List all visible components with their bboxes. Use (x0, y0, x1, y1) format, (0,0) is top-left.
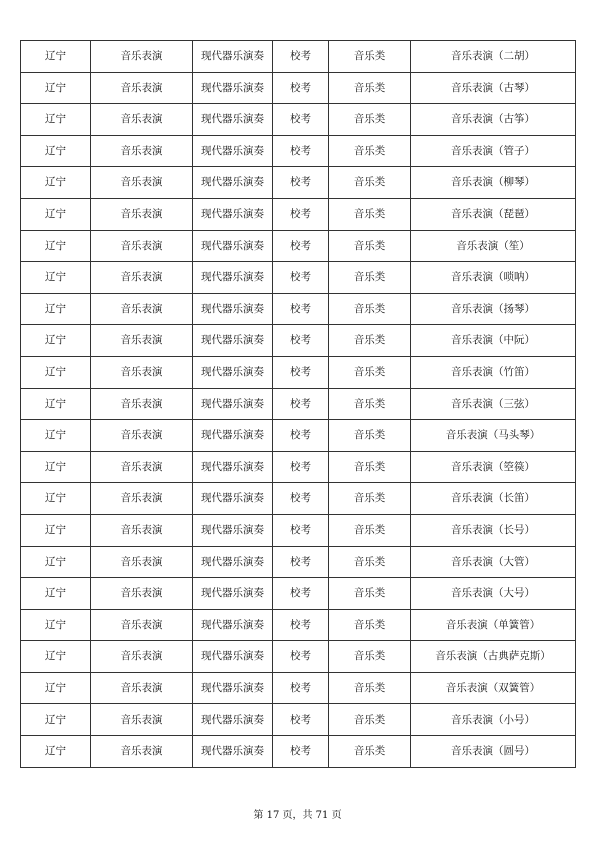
table-body (21, 41, 576, 768)
specialty-cell: 音乐表演（竹笛） (411, 356, 576, 388)
direction-cell: 现代器乐演奏 (193, 72, 273, 104)
major-cell: 音乐表演 (91, 641, 193, 673)
direction-cell: 现代器乐演奏 (193, 167, 273, 199)
major-cell: 音乐表演 (91, 262, 193, 294)
specialty-cell: 音乐表演（马头琴） (411, 420, 576, 452)
major-cell: 音乐表演 (91, 72, 193, 104)
direction-cell: 现代器乐演奏 (193, 483, 273, 515)
major-cell: 音乐表演 (91, 672, 193, 704)
table-row (21, 167, 576, 199)
specialty-cell: 音乐表演（古筝） (411, 104, 576, 136)
category-cell: 音乐类 (329, 198, 411, 230)
major-cell: 音乐表演 (91, 609, 193, 641)
page-number: 第 17 页，共 71 页 (253, 810, 342, 821)
province-cell: 辽宁 (21, 578, 91, 610)
category-cell: 音乐类 (329, 167, 411, 199)
province-cell: 辽宁 (21, 483, 91, 515)
category-cell: 音乐类 (329, 451, 411, 483)
specialty-cell: 音乐表演（中阮） (411, 325, 576, 357)
table-row (21, 578, 576, 610)
category-cell: 音乐类 (329, 578, 411, 610)
exam-type-cell: 校考 (273, 578, 329, 610)
major-cell: 音乐表演 (91, 736, 193, 768)
exam-type-cell: 校考 (273, 546, 329, 578)
major-cell: 音乐表演 (91, 230, 193, 262)
specialty-cell: 音乐表演（古琴） (411, 72, 576, 104)
direction-cell: 现代器乐演奏 (193, 325, 273, 357)
major-cell: 音乐表演 (91, 420, 193, 452)
province-cell: 辽宁 (21, 325, 91, 357)
specialty-cell: 音乐表演（小号） (411, 704, 576, 736)
specialty-cell: 音乐表演（长笛） (411, 483, 576, 515)
exam-type-cell: 校考 (273, 325, 329, 357)
province-cell: 辽宁 (21, 736, 91, 768)
specialty-cell: 音乐表演（唢呐） (411, 262, 576, 294)
exam-type-cell: 校考 (273, 356, 329, 388)
exam-type-cell: 校考 (273, 704, 329, 736)
province-cell: 辽宁 (21, 672, 91, 704)
category-cell: 音乐类 (329, 325, 411, 357)
exam-type-cell: 校考 (273, 672, 329, 704)
direction-cell: 现代器乐演奏 (193, 609, 273, 641)
table-row (21, 135, 576, 167)
category-cell: 音乐类 (329, 641, 411, 673)
category-cell: 音乐类 (329, 672, 411, 704)
category-cell: 音乐类 (329, 262, 411, 294)
direction-cell: 现代器乐演奏 (193, 641, 273, 673)
major-cell: 音乐表演 (91, 578, 193, 610)
direction-cell: 现代器乐演奏 (193, 198, 273, 230)
major-cell: 音乐表演 (91, 293, 193, 325)
table-row (21, 293, 576, 325)
specialty-cell: 音乐表演（单簧管） (411, 609, 576, 641)
major-cell: 音乐表演 (91, 451, 193, 483)
specialty-cell: 音乐表演（管子） (411, 135, 576, 167)
category-cell: 音乐类 (329, 72, 411, 104)
major-cell: 音乐表演 (91, 41, 193, 73)
major-cell: 音乐表演 (91, 356, 193, 388)
table-row (21, 609, 576, 641)
category-cell: 音乐类 (329, 546, 411, 578)
table-row (21, 104, 576, 136)
major-cell: 音乐表演 (91, 104, 193, 136)
exam-type-cell: 校考 (273, 609, 329, 641)
major-cell: 音乐表演 (91, 514, 193, 546)
major-cell: 音乐表演 (91, 167, 193, 199)
category-cell: 音乐类 (329, 41, 411, 73)
exam-type-cell: 校考 (273, 230, 329, 262)
table-row (21, 325, 576, 357)
direction-cell: 现代器乐演奏 (193, 135, 273, 167)
exam-type-cell: 校考 (273, 72, 329, 104)
specialty-cell: 音乐表演（圆号） (411, 736, 576, 768)
exam-type-cell: 校考 (273, 262, 329, 294)
direction-cell: 现代器乐演奏 (193, 672, 273, 704)
exam-type-cell: 校考 (273, 420, 329, 452)
category-cell: 音乐类 (329, 736, 411, 768)
table-row (21, 736, 576, 768)
province-cell: 辽宁 (21, 388, 91, 420)
specialty-cell: 音乐表演（大号） (411, 578, 576, 610)
major-cell: 音乐表演 (91, 198, 193, 230)
province-cell: 辽宁 (21, 104, 91, 136)
province-cell: 辽宁 (21, 230, 91, 262)
direction-cell: 现代器乐演奏 (193, 230, 273, 262)
province-cell: 辽宁 (21, 41, 91, 73)
specialty-cell: 音乐表演（扬琴） (411, 293, 576, 325)
direction-cell: 现代器乐演奏 (193, 451, 273, 483)
province-cell: 辽宁 (21, 167, 91, 199)
major-cell: 音乐表演 (91, 483, 193, 515)
exam-type-cell: 校考 (273, 198, 329, 230)
table-row (21, 230, 576, 262)
specialty-cell: 音乐表演（笙） (411, 230, 576, 262)
admissions-table (20, 40, 576, 768)
exam-type-cell: 校考 (273, 483, 329, 515)
specialty-cell: 音乐表演（箜篌） (411, 451, 576, 483)
province-cell: 辽宁 (21, 262, 91, 294)
category-cell: 音乐类 (329, 293, 411, 325)
category-cell: 音乐类 (329, 514, 411, 546)
table-row (21, 483, 576, 515)
specialty-cell: 音乐表演（琵琶） (411, 198, 576, 230)
direction-cell: 现代器乐演奏 (193, 388, 273, 420)
table-row (21, 514, 576, 546)
exam-type-cell: 校考 (273, 293, 329, 325)
major-cell: 音乐表演 (91, 325, 193, 357)
direction-cell: 现代器乐演奏 (193, 293, 273, 325)
direction-cell: 现代器乐演奏 (193, 104, 273, 136)
exam-type-cell: 校考 (273, 514, 329, 546)
exam-type-cell: 校考 (273, 167, 329, 199)
specialty-cell: 音乐表演（长号） (411, 514, 576, 546)
category-cell: 音乐类 (329, 483, 411, 515)
exam-type-cell: 校考 (273, 104, 329, 136)
province-cell: 辽宁 (21, 135, 91, 167)
category-cell: 音乐类 (329, 356, 411, 388)
major-cell: 音乐表演 (91, 388, 193, 420)
province-cell: 辽宁 (21, 704, 91, 736)
province-cell: 辽宁 (21, 451, 91, 483)
specialty-cell: 音乐表演（二胡） (411, 41, 576, 73)
specialty-cell: 音乐表演（三弦） (411, 388, 576, 420)
table-row (21, 704, 576, 736)
table-row (21, 672, 576, 704)
direction-cell: 现代器乐演奏 (193, 514, 273, 546)
table-row (21, 72, 576, 104)
direction-cell: 现代器乐演奏 (193, 736, 273, 768)
province-cell: 辽宁 (21, 641, 91, 673)
direction-cell: 现代器乐演奏 (193, 420, 273, 452)
exam-type-cell: 校考 (273, 388, 329, 420)
direction-cell: 现代器乐演奏 (193, 578, 273, 610)
table-row (21, 420, 576, 452)
exam-type-cell: 校考 (273, 736, 329, 768)
category-cell: 音乐类 (329, 704, 411, 736)
exam-type-cell: 校考 (273, 135, 329, 167)
table-row (21, 451, 576, 483)
table-row (21, 641, 576, 673)
table-row (21, 388, 576, 420)
specialty-cell: 音乐表演（双簧管） (411, 672, 576, 704)
specialty-cell: 音乐表演（柳琴） (411, 167, 576, 199)
province-cell: 辽宁 (21, 198, 91, 230)
category-cell: 音乐类 (329, 609, 411, 641)
direction-cell: 现代器乐演奏 (193, 262, 273, 294)
table-row (21, 546, 576, 578)
major-cell: 音乐表演 (91, 135, 193, 167)
direction-cell: 现代器乐演奏 (193, 356, 273, 388)
specialty-cell: 音乐表演（古典萨克斯） (411, 641, 576, 673)
table-row (21, 356, 576, 388)
direction-cell: 现代器乐演奏 (193, 704, 273, 736)
specialty-cell: 音乐表演（大管） (411, 546, 576, 578)
major-cell: 音乐表演 (91, 546, 193, 578)
province-cell: 辽宁 (21, 609, 91, 641)
direction-cell: 现代器乐演奏 (193, 546, 273, 578)
category-cell: 音乐类 (329, 104, 411, 136)
exam-type-cell: 校考 (273, 641, 329, 673)
province-cell: 辽宁 (21, 420, 91, 452)
exam-type-cell: 校考 (273, 41, 329, 73)
table-row (21, 262, 576, 294)
table-row (21, 198, 576, 230)
province-cell: 辽宁 (21, 546, 91, 578)
category-cell: 音乐类 (329, 230, 411, 262)
province-cell: 辽宁 (21, 293, 91, 325)
province-cell: 辽宁 (21, 72, 91, 104)
major-cell: 音乐表演 (91, 704, 193, 736)
category-cell: 音乐类 (329, 420, 411, 452)
category-cell: 音乐类 (329, 388, 411, 420)
direction-cell: 现代器乐演奏 (193, 41, 273, 73)
province-cell: 辽宁 (21, 514, 91, 546)
table-row (21, 41, 576, 73)
exam-type-cell: 校考 (273, 451, 329, 483)
category-cell: 音乐类 (329, 135, 411, 167)
province-cell: 辽宁 (21, 356, 91, 388)
